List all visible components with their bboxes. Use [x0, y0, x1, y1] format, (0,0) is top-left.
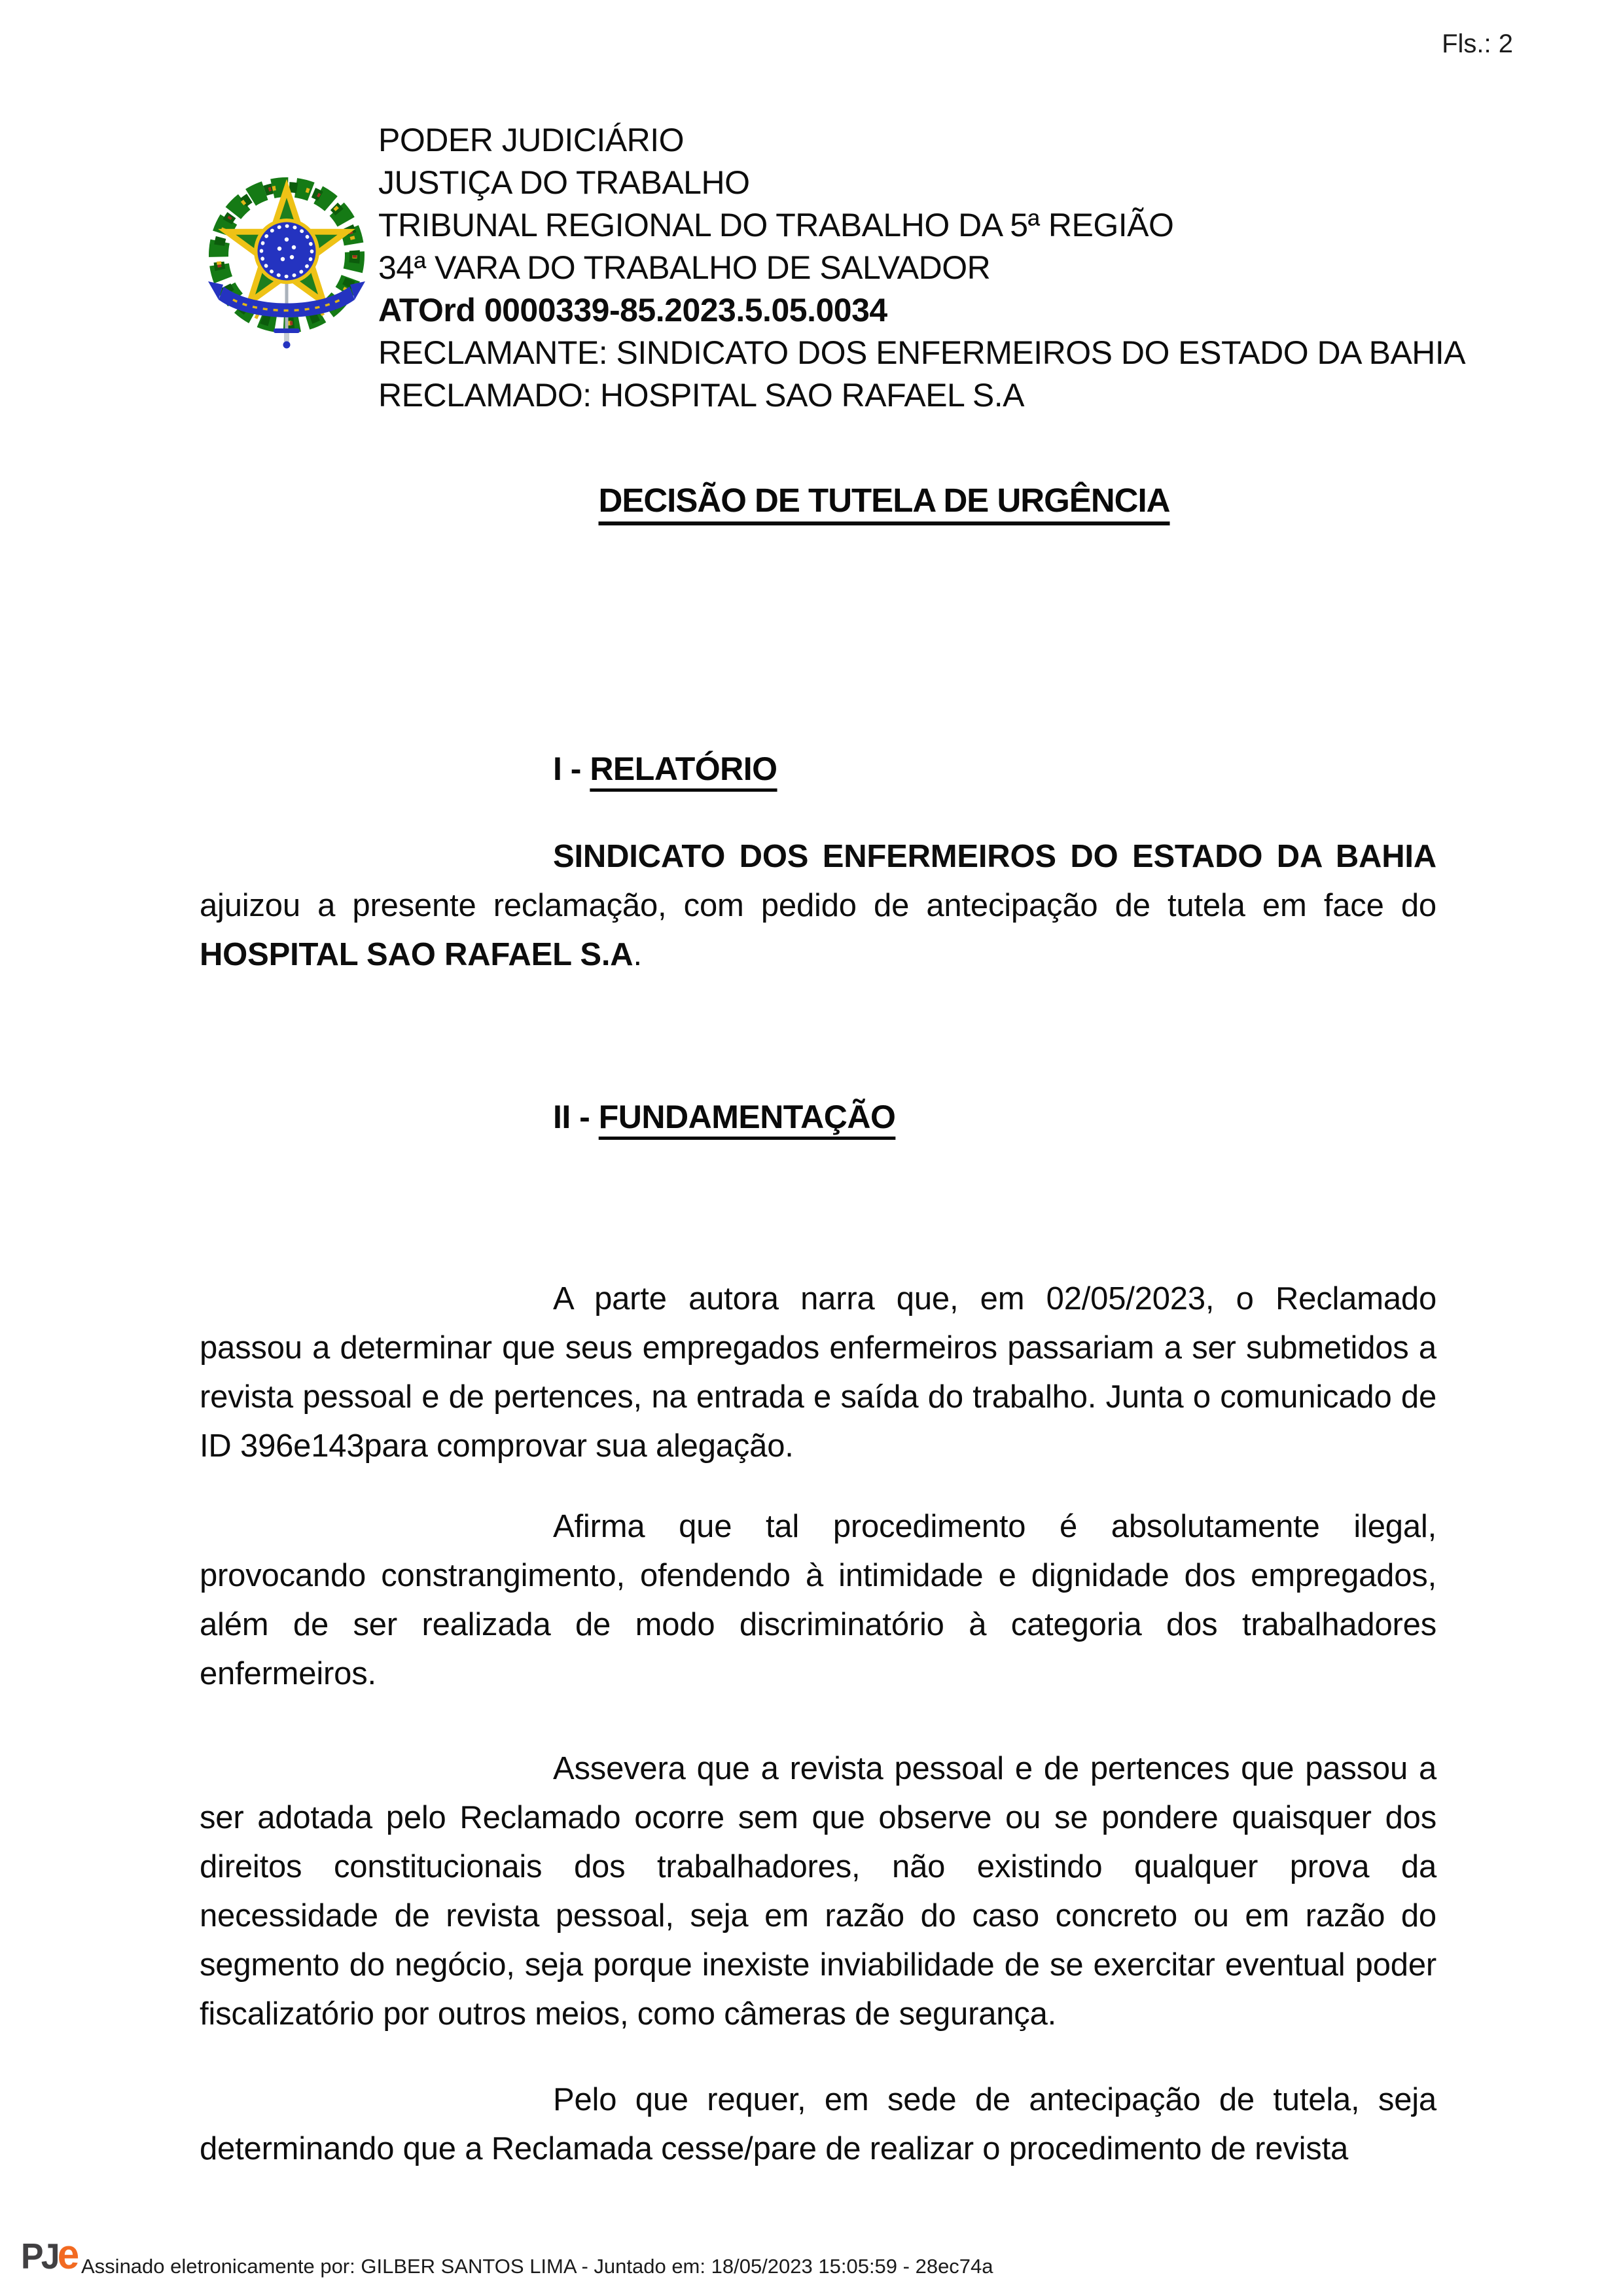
fundamentacao-paragraph-2: Afirma que tal procedimento é absolutamente ilegal, provocando constrangimento, ofendendo à intimidade e dignidade dos empregados, além de ser realizada de modo discriminatório à categoria dos trabalhadores enfermeiros.	[200, 1509, 1436, 1691]
document-title-text: DECISÃO DE TUTELA DE URGÊNCIA	[598, 482, 1170, 519]
court-header	[378, 119, 1465, 417]
case-number: ATOrd 0000339-85.2023.5.05.0034	[378, 292, 887, 328]
relatorio-text-1: ajuizou a presente reclamação, com pedido de antecipação de tutela em face do	[200, 888, 1436, 923]
section-heading-relatorio	[200, 750, 1436, 788]
section-heading-prefix: II -	[553, 1099, 599, 1135]
relatorio-text-2: .	[633, 937, 642, 972]
section-heading-label: RELATÓRIO	[590, 751, 777, 787]
pje-logo-e: e	[57, 2231, 77, 2278]
claimant-name-bold: SINDICATO DOS ENFERMEIROS DO ESTADO DA BAHIA	[553, 839, 1436, 874]
pje-logo-pj: PJ	[21, 2236, 58, 2276]
header-line-tribunal-regiao: TRIBUNAL REGIONAL DO TRABALHO DA 5ª REGIÃO	[378, 207, 1174, 243]
section-heading-label: FUNDAMENTAÇÃO	[598, 1099, 896, 1135]
folio-number: Fls.: 2	[1442, 29, 1513, 58]
fundamentacao-paragraph-1: A parte autora narra que, em 02/05/2023, o Reclamado passou a determinar que seus empregados enfermeiros passariam a ser submetidos a revista pessoal e de pertences, na entrada e saída do trabalho. Junta o comunicado de ID 396e143para comprovar sua alegação.	[200, 1281, 1436, 1464]
section-heading-prefix: I -	[553, 751, 590, 787]
header-line-vara: 34ª VARA DO TRABALHO DE SALVADOR	[378, 249, 991, 286]
section-heading-fundamentacao	[200, 1098, 1436, 1136]
pje-logo	[21, 2230, 77, 2278]
document-title	[200, 481, 1569, 520]
defendant-name-bold: HOSPITAL SAO RAFAEL S.A	[200, 937, 633, 972]
header-line-poder-judiciario: PODER JUDICIÁRIO	[378, 122, 685, 158]
defendant-line: RECLAMADO: HOSPITAL SAO RAFAEL S.A	[378, 377, 1024, 414]
electronic-signature-line: Assinado eletronicamente por: GILBER SANTOS LIMA - Juntado em: 18/05/2023 15:05:59 - 28ec74a	[81, 2255, 993, 2278]
fundamentacao-paragraph-3: Assevera que a revista pessoal e de pertences que passou a ser adotada pelo Reclamado ocorre sem que observe ou se pondere quaisquer dos direitos constitucionais dos trabalhadores, não existindo qualquer prova da necessidade de revista pessoal, seja em razão do caso concreto ou em razão do segmento do negócio, seja porque inexiste inviabilidade de se exercitar eventual poder fiscalizatório por outros meios, como câmeras de segurança.	[200, 1751, 1436, 2032]
header-line-justica-trabalho: JUSTIÇA DO TRABALHO	[378, 164, 750, 201]
brazil-coat-of-arms-icon	[200, 171, 373, 349]
claimant-line: RECLAMANTE: SINDICATO DOS ENFERMEIROS DO ESTADO DA BAHIA	[378, 334, 1466, 371]
relatorio-paragraph	[200, 832, 1436, 980]
fundamentacao-paragraph-4: Pelo que requer, em sede de antecipação de tutela, seja determinando que a Reclamada cesse/pare de realizar o procedimento de revista	[200, 2082, 1436, 2166]
